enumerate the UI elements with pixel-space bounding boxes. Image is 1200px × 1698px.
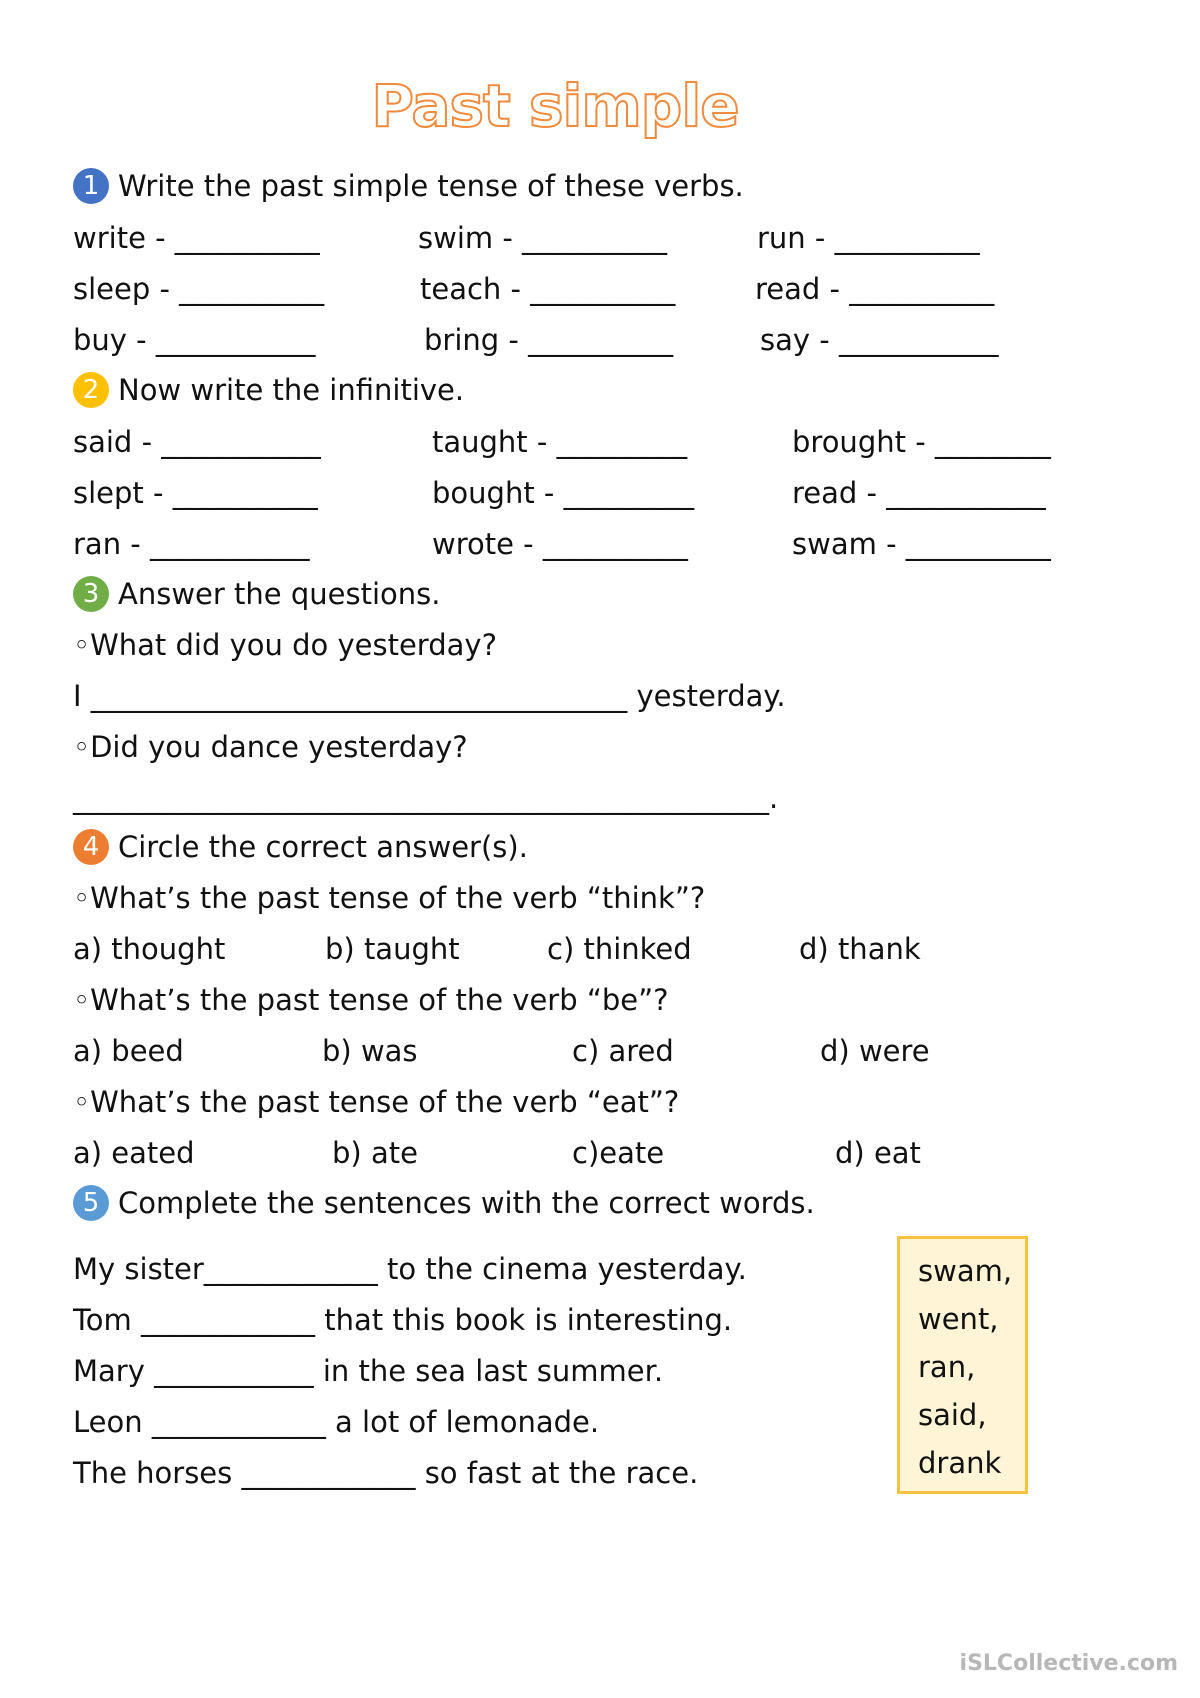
sentence-item: Leon ____________ a lot of lemonade.: [73, 1405, 600, 1439]
answer-option: b) ate: [332, 1136, 418, 1170]
answer-option: c) thinked: [547, 932, 692, 966]
word-bank-box: [897, 1236, 1028, 1494]
answer-option: b) was: [322, 1034, 418, 1068]
word-bank-item: swam,: [918, 1254, 1013, 1288]
verb-item: read - __________: [755, 272, 995, 306]
number-2-badge: 2: [73, 372, 109, 408]
section-2-instruction: Now write the infinitive.: [118, 373, 465, 407]
verb-item: buy - ___________: [73, 323, 316, 357]
verb-item: say - ___________: [760, 323, 999, 357]
sentence-item: Mary ___________ in the sea last summer.: [73, 1354, 664, 1388]
section-2-heading: [73, 372, 464, 408]
sentence-item: My sister____________ to the cinema yesterday.: [73, 1252, 747, 1286]
section-4-heading: [73, 829, 528, 865]
verb-item: ran - ___________: [73, 527, 310, 561]
word-bank-item: ran,: [918, 1350, 976, 1384]
verb-item: read - ___________: [792, 476, 1046, 510]
verb-item: wrote - __________: [432, 527, 688, 561]
question-text: ◦What did you do yesterday?: [73, 628, 497, 662]
sentence-item: The horses ____________ so fast at the race.: [73, 1456, 699, 1490]
section-1-heading: [73, 168, 744, 204]
verb-item: swim - __________: [418, 221, 668, 255]
sentence-item: Tom ____________ that this book is interesting.: [73, 1303, 733, 1337]
answer-option: d) were: [820, 1034, 930, 1068]
question-text: ◦What’s the past tense of the verb “think”?: [73, 881, 706, 915]
answer-option: a) thought: [73, 932, 226, 966]
verb-item: said - ___________: [73, 425, 321, 459]
verb-item: taught - _________: [432, 425, 688, 459]
verb-item: sleep - __________: [73, 272, 325, 306]
verb-item: slept - __________: [73, 476, 318, 510]
word-bank-item: drank: [918, 1446, 1002, 1480]
verb-item: teach - __________: [420, 272, 676, 306]
section-5-instruction: Complete the sentences with the correct words.: [118, 1186, 815, 1220]
worksheet-title: Past simple: [371, 72, 739, 140]
verb-item: brought - ________: [792, 425, 1051, 459]
answer-option: c) ared: [572, 1034, 674, 1068]
number-5-badge: 5: [73, 1185, 109, 1221]
answer-option: d) thank: [799, 932, 921, 966]
section-4-instruction: Circle the correct answer(s).: [118, 830, 528, 864]
number-3-badge: 3: [73, 576, 109, 612]
section-3-instruction: Answer the questions.: [118, 577, 441, 611]
answer-option: a) beed: [73, 1034, 184, 1068]
number-1-badge: 1: [73, 168, 109, 204]
section-3-heading: [73, 576, 440, 612]
question-text: ◦Did you dance yesterday?: [73, 730, 468, 764]
site-watermark: iSLCollective.com: [959, 1651, 1178, 1676]
question-text: ◦What’s the past tense of the verb “eat”?: [73, 1085, 680, 1119]
verb-item: run - __________: [757, 221, 980, 255]
answer-line: I _____________________________________ yesterday.: [73, 679, 786, 713]
verb-item: bring - __________: [424, 323, 674, 357]
answer-option: b) taught: [325, 932, 460, 966]
answer-option: a) eated: [73, 1136, 195, 1170]
question-text: ◦What’s the past tense of the verb “be”?: [73, 983, 669, 1017]
answer-line: ________________________________________________.: [73, 781, 779, 815]
answer-option: d) eat: [835, 1136, 921, 1170]
number-4-badge: 4: [73, 829, 109, 865]
answer-option: c)eate: [572, 1136, 665, 1170]
verb-item: swam - __________: [792, 527, 1051, 561]
section-1-instruction: Write the past simple tense of these verbs.: [118, 169, 744, 203]
verb-item: bought - _________: [432, 476, 695, 510]
section-5-heading: [73, 1185, 815, 1221]
word-bank-item: said,: [918, 1398, 987, 1432]
word-bank-item: went,: [918, 1302, 999, 1336]
verb-item: write - __________: [73, 221, 320, 255]
